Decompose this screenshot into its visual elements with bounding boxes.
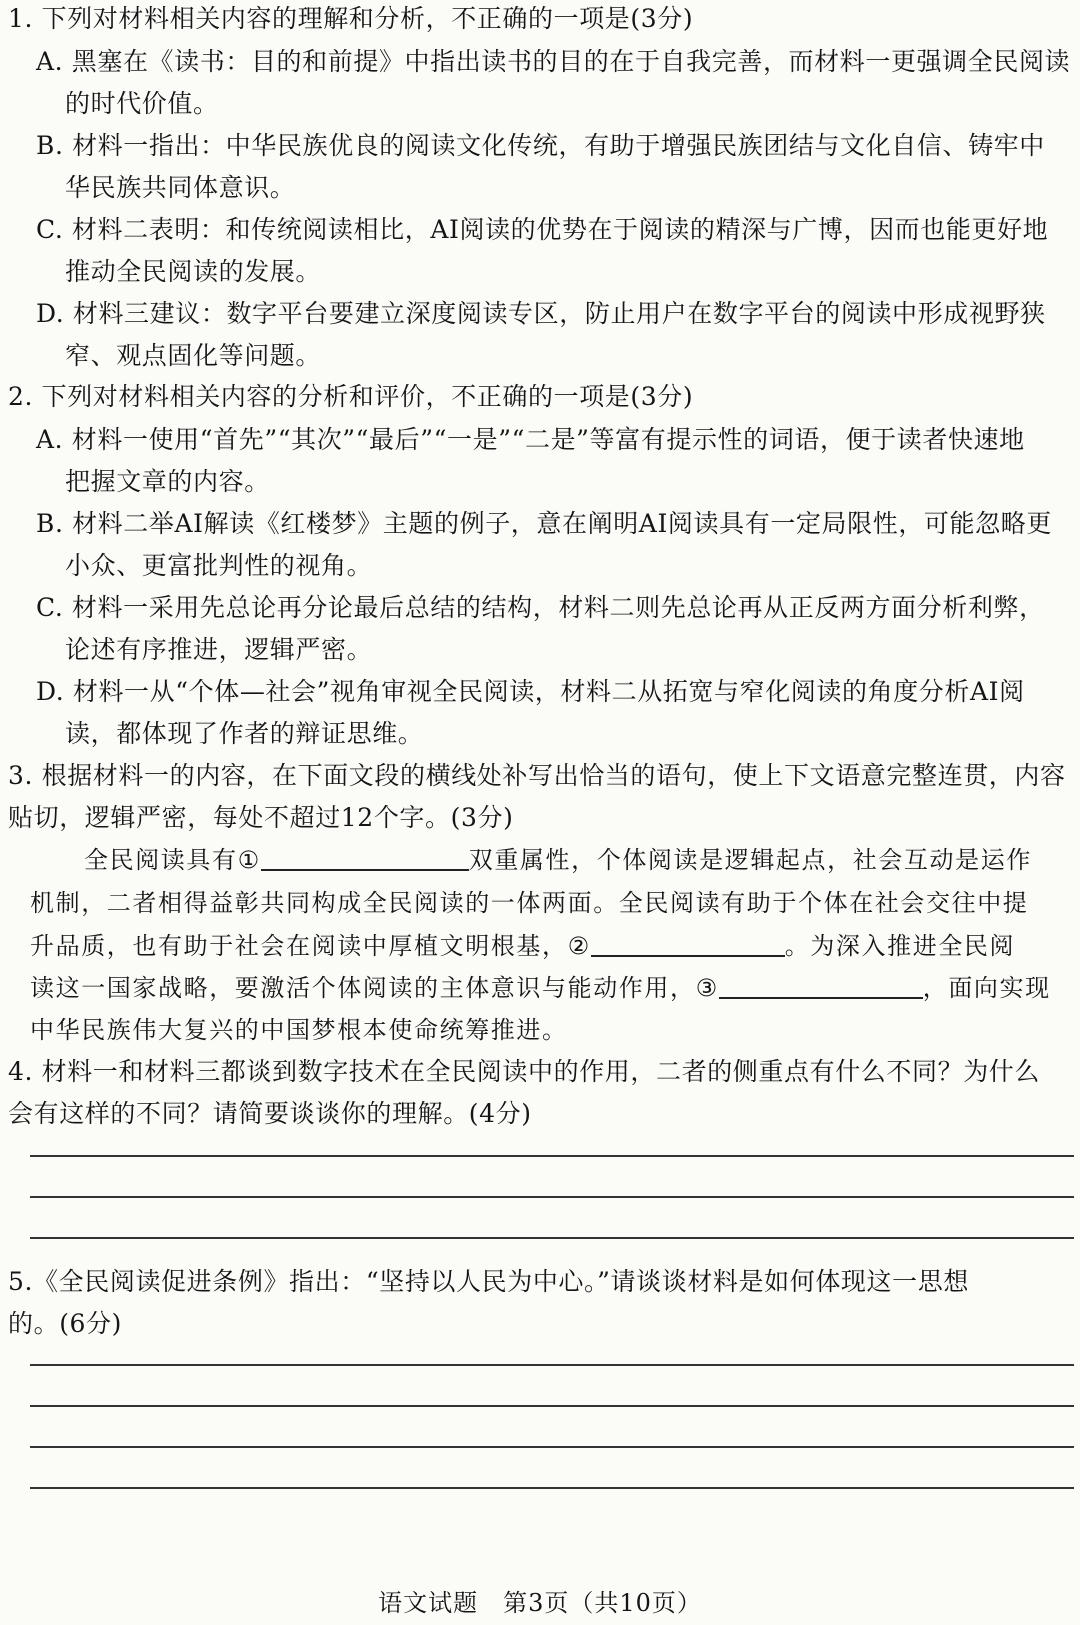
q3-blank-3[interactable]: [719, 973, 923, 999]
q1-option-a: A. 黑塞在《读书：目的和前提》中指出读书的目的在于自我完善，而材料一更强调全民阅读: [36, 47, 1071, 76]
q5-stem-cont: 的。(6分): [8, 1309, 123, 1338]
q4-stem: 4. 材料一和材料三都谈到数字技术在全民阅读中的作用，二者的侧重点有什么不同？为什么: [8, 1057, 1041, 1086]
q1-option-b: B. 材料一指出：中华民族优良的阅读文化传统，有助于增强民族团结与文化自信、铸牢中: [36, 131, 1045, 160]
q3-passage-text: 升品质，也有助于社会在阅读中厚植文明根基，②: [30, 932, 591, 960]
q1-option-c: C. 材料二表明：和传统阅读相比，AI阅读的优势在于阅读的精深与广博，因而也能更好地: [36, 215, 1049, 244]
q1-stem: 1. 下列对材料相关内容的理解和分析，不正确的一项是(3分): [8, 4, 694, 33]
q5-answer-line[interactable]: [30, 1364, 1074, 1366]
q3-passage-text: ，面向实现: [922, 974, 1051, 1002]
q2-option-d-cont: 读，都体现了作者的辩证思维。: [65, 719, 424, 748]
q1-option-a-cont: 的时代价值。: [65, 89, 219, 118]
q3-blank-1[interactable]: [261, 845, 469, 871]
q5-answer-line[interactable]: [30, 1446, 1074, 1448]
q2-option-d: D. 材料一从“个体—社会”视角审视全民阅读，材料二从拓宽与窄化阅读的角度分析AI阅: [36, 677, 1025, 706]
q5-answer-line[interactable]: [30, 1405, 1074, 1407]
q3-passage-text: 。为深入推进全民阅: [784, 932, 1016, 960]
q2-option-c: C. 材料一采用先总论再分论最后总结的结构，材料二则先总论再从正反两方面分析利弊，: [36, 593, 1045, 622]
q3-passage-line-2: 机制，二者相得益彰共同构成全民阅读的一体两面。全民阅读有助于个体在社会交往中提: [30, 889, 1029, 917]
q3-passage-text: 双重属性，个体阅读是逻辑起点，社会互动是运作: [468, 846, 1032, 874]
q3-passage-line-4: [30, 971, 1051, 1005]
q3-blank-2[interactable]: [591, 931, 785, 957]
q4-answer-line[interactable]: [30, 1155, 1074, 1157]
q2-option-c-cont: 论述有序推进，逻辑严密。: [65, 635, 373, 664]
q5-stem: 5.《全民阅读促进条例》指出：“坚持以人民为中心。”请谈谈材料是如何体现这一思想: [8, 1267, 969, 1296]
q3-passage-line-5: 中华民族伟大复兴的中国梦根本使命统筹推进。: [30, 1016, 568, 1044]
q1-option-b-cont: 华民族共同体意识。: [65, 173, 296, 202]
q2-option-a: A. 材料一使用“首先”“其次”“最后”“一是”“二是”等富有提示性的词语，便于读者快速地: [36, 425, 1025, 454]
q4-answer-line[interactable]: [30, 1237, 1074, 1239]
q3-passage-text: 全民阅读具有①: [84, 846, 261, 874]
q3-passage-line-1: [84, 843, 1032, 877]
q3-stem: 3. 根据材料一的内容，在下面文段的横线处补写出恰当的语句，使上下文语意完整连贯，内容: [8, 761, 1066, 790]
q4-answer-line[interactable]: [30, 1196, 1074, 1198]
q2-option-b: B. 材料二举AI解读《红楼梦》主题的例子，意在阐明AI阅读具有一定局限性，可能忽略更: [36, 509, 1052, 538]
q1-option-d: D. 材料三建议：数字平台要建立深度阅读专区，防止用户在数字平台的阅读中形成视野狭: [36, 299, 1046, 328]
q4-stem-cont: 会有这样的不同？请简要谈谈你的理解。(4分): [8, 1099, 532, 1128]
q5-answer-line[interactable]: [30, 1487, 1074, 1489]
q3-passage-line-3: [30, 929, 1015, 963]
q3-stem-cont: 贴切，逻辑严密，每处不超过12个字。(3分): [8, 803, 514, 832]
q2-option-a-cont: 把握文章的内容。: [65, 467, 270, 496]
q2-stem: 2. 下列对材料相关内容的分析和评价，不正确的一项是(3分): [8, 382, 694, 411]
q2-option-b-cont: 小众、更富批判性的视角。: [65, 551, 373, 580]
page-footer: 语文试题 第3页（共10页）: [378, 1589, 702, 1617]
q3-passage-text: 读这一国家战略，要激活个体阅读的主体意识与能动作用，③: [30, 974, 719, 1002]
q1-option-d-cont: 窄、观点固化等问题。: [65, 341, 322, 370]
q1-option-c-cont: 推动全民阅读的发展。: [65, 257, 322, 286]
